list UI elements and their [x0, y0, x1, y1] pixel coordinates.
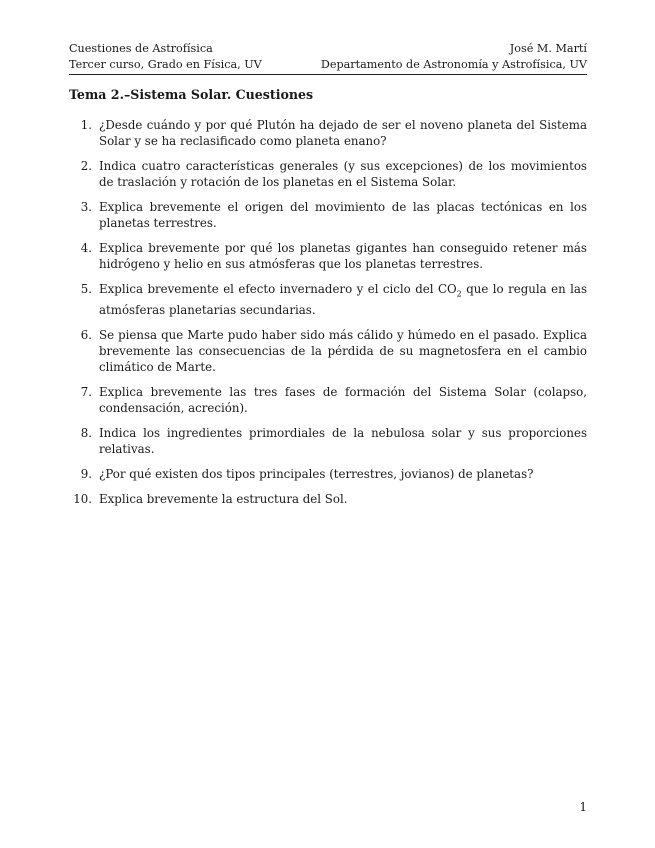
header-divider	[69, 74, 587, 75]
co2-subscript: 2	[456, 289, 462, 299]
question-text-start: Explica brevemente el efecto invernadero y el ciclo del CO	[99, 282, 457, 296]
question-item	[69, 199, 587, 231]
question-number: 1.	[80, 118, 92, 132]
question-text: ¿Desde cuándo y por qué Plutón ha dejado de ser el noveno planeta del Sistema Solar y se ha reclasificado como planeta enano?	[99, 118, 587, 148]
question-number: 6.	[80, 328, 92, 343]
header-row-1	[69, 41, 587, 57]
question-item	[69, 466, 587, 482]
author-name: José M. Martí	[509, 42, 587, 55]
question-number: 2.	[80, 159, 92, 173]
question-item	[69, 384, 587, 416]
course-details: Tercer curso, Grado en Física, UV	[69, 58, 262, 71]
question-text: Explica brevemente las tres fases de formación del Sistema Solar (colapso, condensación, acreción).	[99, 385, 587, 416]
question-text: Explica brevemente la estructura del Sol.	[99, 492, 348, 507]
question-number: 3.	[80, 200, 92, 214]
department-name: Departamento de Astronomía y Astrofísica, UV	[320, 58, 587, 71]
questions-list	[69, 117, 587, 516]
question-number: 4.	[80, 241, 92, 255]
question-item	[69, 240, 587, 272]
question-text: Se piensa que Marte pudo haber sido más cálido y húmedo en el pasado. Explica brevemente las consecuencias de la pérdida de su magnetosfera en el cambio climático de Marte.	[99, 328, 587, 375]
course-title: Cuestiones de Astrofísica	[69, 42, 213, 55]
question-item	[69, 491, 587, 507]
question-item	[69, 327, 587, 375]
question-text: Explica brevemente por qué los planetas gigantes han conseguido retener más hidrógeno y helio en sus atmósferas que los planetas terrestres.	[99, 241, 587, 271]
question-text: Indica los ingredientes primordiales de la nebulosa solar y sus proporciones relativas.	[99, 426, 587, 457]
question-number: 10.	[73, 492, 92, 507]
question-text-end: que lo regula en las atmósferas planetarias secundarias.	[99, 282, 587, 318]
question-number: 7.	[80, 385, 92, 400]
question-text: Indica cuatro características generales (y sus excepciones) de los movimientos de traslación y rotación de los planetas en el Sistema Solar.	[99, 159, 587, 189]
question-item	[69, 281, 587, 318]
question-item	[69, 158, 587, 190]
page-header	[69, 41, 587, 73]
question-number: 9.	[80, 467, 92, 482]
question-number: 5.	[80, 282, 92, 296]
question-item	[69, 117, 587, 149]
question-item	[69, 425, 587, 457]
question-text	[99, 281, 587, 318]
question-text: Explica brevemente el origen del movimiento de las placas tectónicas en los planetas terrestres.	[99, 200, 587, 230]
header-row-2	[69, 57, 587, 73]
page-number: 1	[579, 800, 587, 814]
question-text: ¿Por qué existen dos tipos principales (terrestres, jovianos) de planetas?	[99, 467, 534, 482]
question-number: 8.	[80, 426, 92, 441]
section-title: Tema 2.–Sistema Solar. Cuestiones	[69, 87, 314, 102]
